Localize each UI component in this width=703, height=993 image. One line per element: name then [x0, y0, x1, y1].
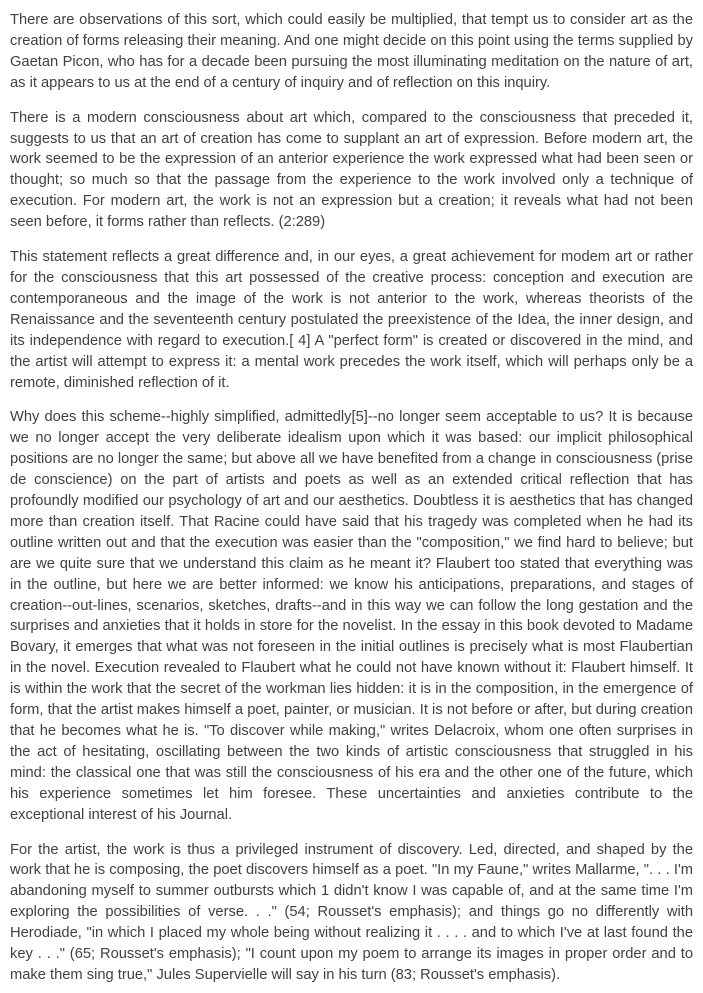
paragraph-statement-difference: This statement reflects a great difference and, in our eyes, a great achievement for modem art or rather for the consciousness that this art possessed of the creative process: conception and execution are contemporaneous and the image of the work is not anterior to the work, whereas theorists of the Renaissance and the seventeenth century postulated the preexistence of the Idea, the inner design, and its independence with regard to execution.[ 4] A "perfect form" is created or discovered in the mind, and the artist will attempt to express it: a mental work precedes the work itself, which will perhaps only be a remote, diminished reflection of it.: [10, 249, 693, 391]
paragraph-why-scheme-unacceptable: Why does this scheme--highly simplified, admittedly[5]--no longer seem acceptable to us? It is because we no longer accept the very deliberate idealism upon which it was based: our implicit philosophical positions are no longer the same; but above all we have benefited from a change in consciousness (prise de conscience) on the part of artists and poets as well as an extended critical reflection that has profoundly modified our psychology of art and our aesthetics. Doubtless it is aesthetics that has changed more than creation itself. That Racine could have said that his tragedy was completed when he had its outline written out and that the execution was easier than the "composition," we find hard to believe; but are we quite sure that we understand this claim as he meant it? Flaubert too stated that everything was in the outline, but here we are better informed: we know his anticipations, preparations, and stages of creation--out-lines, scenarios, sketches, drafts--and in this way we can follow the long gestation and the surprises and anxieties that it holds in store for the novelist. In the essay in this book devoted to Madame Bovary, it emerges that what was not foreseen in the initial outlines is precisely what is most Flaubertian in the novel. Execution revealed to Flaubert what he could not have known without it: Flaubert himself. It is within the work that the secret of the workman lies hidden: it is in the composition, in the emergence of form, that the artist makes himself a poet, painter, or musician. It is not before or after, but during creation that he becomes what he is. "To discover while making," writes Delacroix, whom one often surprises in the act of hesitating, oscillating between the two kinds of artistic consciousness that struggled in his mind: the classical one that was still the consciousness of his era and the other one of the future, which his experience sometimes let him foresee. These uncertainties and anxieties contribute to the exceptional interest of his Journal.: [10, 409, 693, 823]
paragraph-modern-consciousness-quote: There is a modern consciousness about art which, compared to the consciousness that preceded it, suggests to us that an art of creation has come to supplant an art of expression. Before modern art, the work seemed to be the expression of an anterior experience the work expressed what had been seen or thought; so much so that the passage from the experience to the work involved only a technique of execution. For modern art, the work is not an expression but a creation; it reveals what had not been seen before, it forms rather than reflects. (2:289): [10, 109, 693, 231]
paragraph-observations-picon: There are observations of this sort, which could easily be multiplied, that tempt us to consider art as the creation of forms releasing their meaning. And one might decide on this point using the terms supplied by Gaetan Picon, who has for a decade been pursuing the most illuminating meditation on the nature of art, as it appears to us at the end of a century of inquiry and of reflection on this inquiry.: [10, 12, 693, 91]
paragraph-artist-instrument-discovery: For the artist, the work is thus a privileged instrument of discovery. Led, directed, and shaped by the work that he is composing, the poet discovers himself as a poet. "In my Faune," writes Mallarme, ". . . I'm abandoning myself to summer outbursts which 1 didn't know I was capable of, and at the same time I'm exploring the possibilities of verse. . ." (54; Rousset's emphasis); and things go no differently with Herodiade, "in which I placed my whole being without realizing it . . . . and to which I've at last found the key . . ." (65; Rousset's emphasis); "I count upon my poem to arrange its images in proper order and to make them sing true," Jules Supervielle will say in his turn (83; Rousset's emphasis).: [10, 841, 693, 983]
